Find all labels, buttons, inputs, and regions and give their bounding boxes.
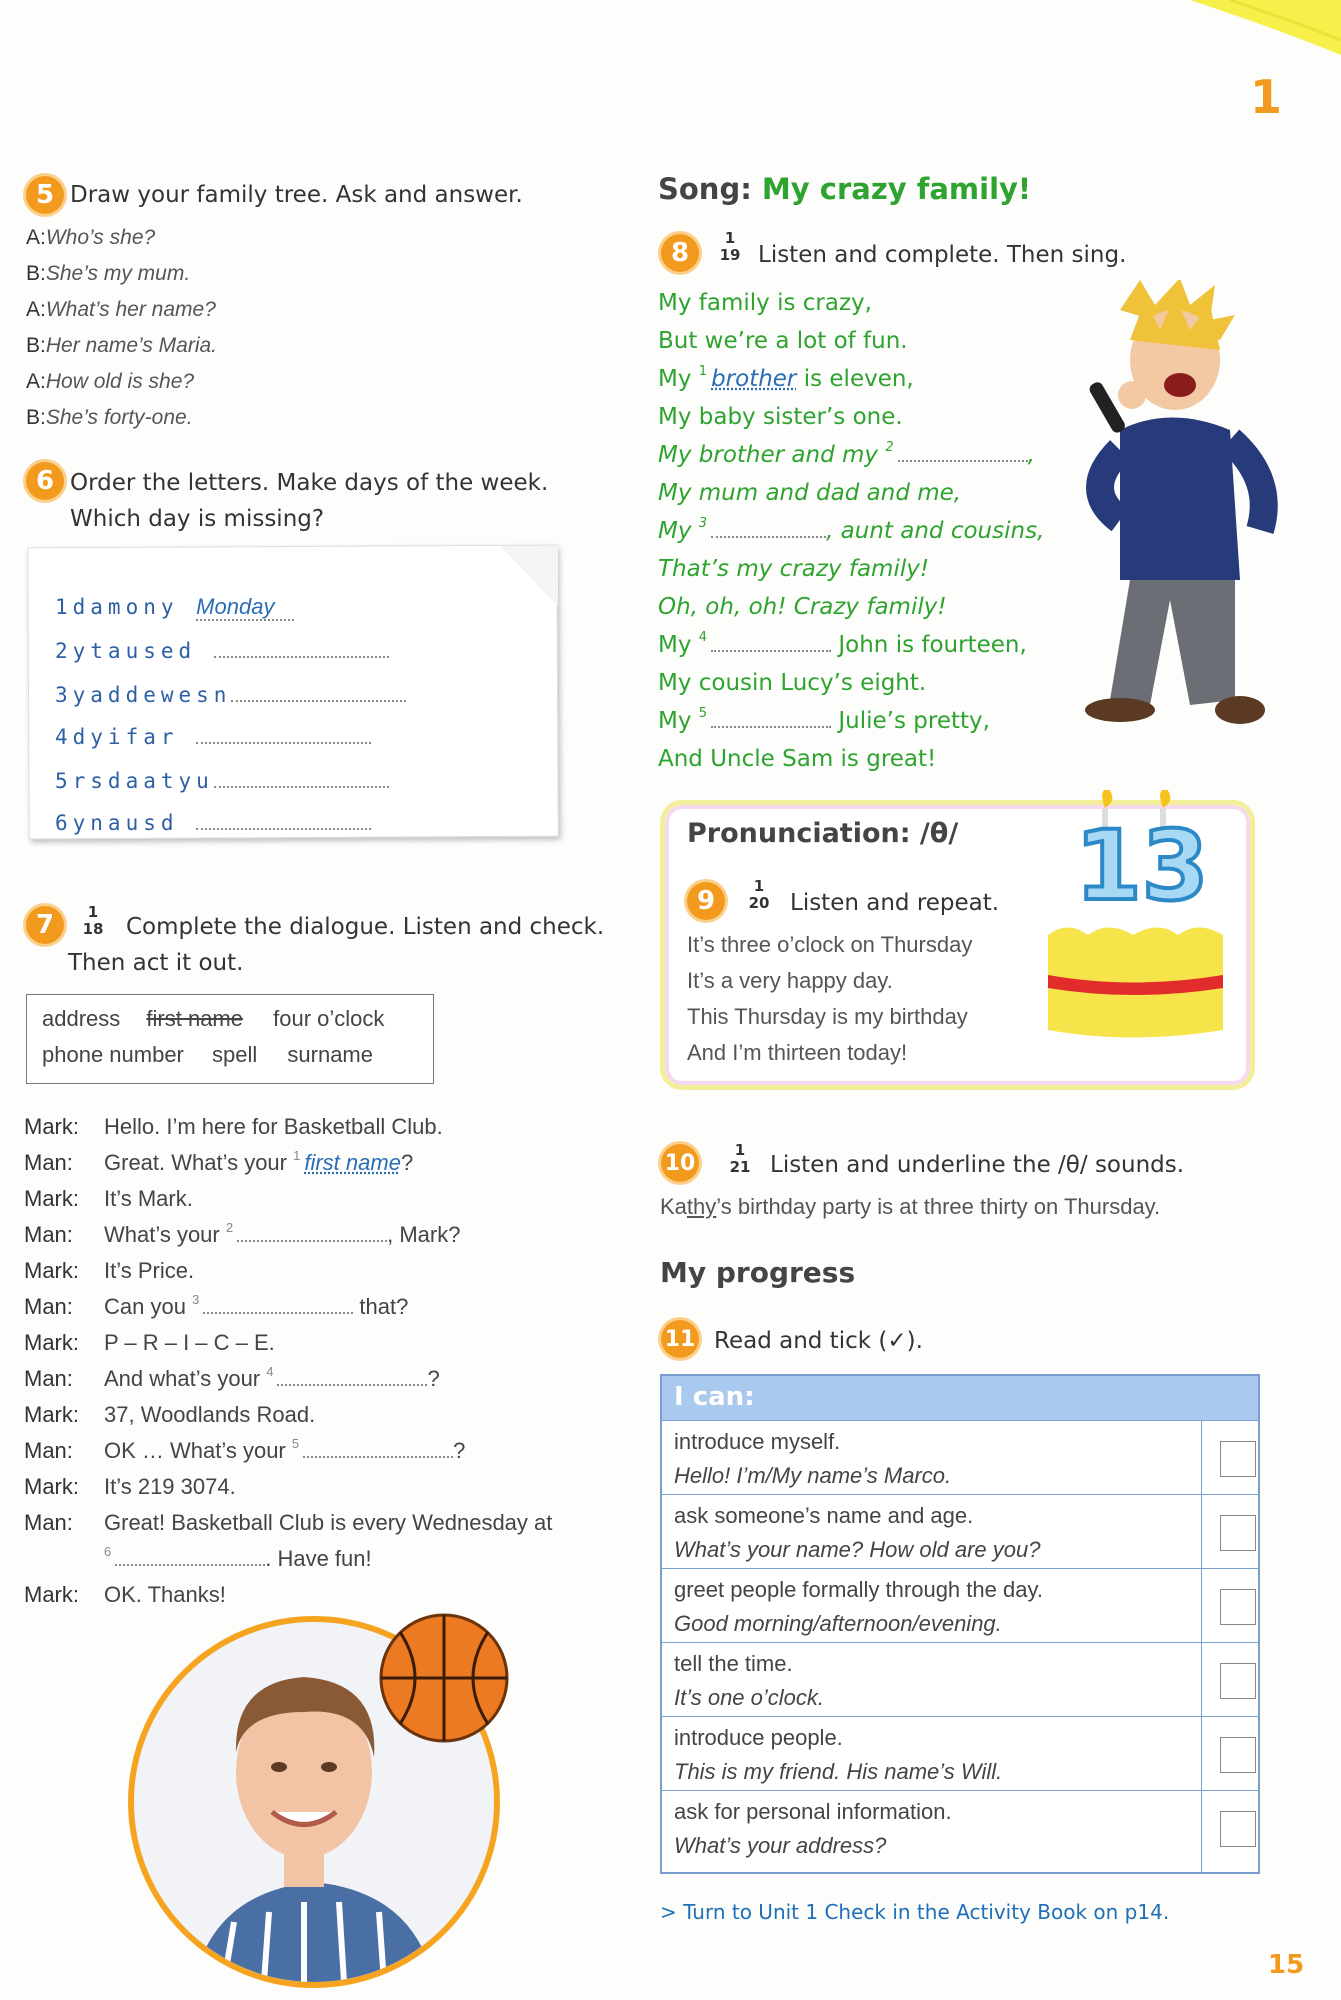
answer-blank[interactable]: first name — [304, 1150, 401, 1175]
speaker: A: — [26, 370, 46, 393]
answer-blank[interactable] — [214, 638, 389, 658]
exercise-8-number: 8 — [661, 234, 699, 272]
pronunciation-line: It’s three o’clock on Thursday — [687, 932, 973, 957]
lyric-text: Julie’s pretty, — [831, 708, 990, 734]
answer-blank[interactable] — [711, 518, 826, 538]
blank-number: 1 — [698, 364, 708, 379]
progress-row — [660, 1642, 1260, 1717]
underlined-sound: thy — [686, 1194, 717, 1219]
song-label: Song: — [658, 172, 752, 206]
blank-number: 4 — [266, 1364, 274, 1379]
blank-number: 2 — [225, 1220, 234, 1235]
line-text: Her name’s Maria. — [45, 334, 218, 357]
lyric-text: My — [658, 366, 699, 392]
line-text: What’s your — [104, 1222, 226, 1247]
line-text: What’s her name? — [45, 298, 216, 321]
lyric-text: , — [1027, 442, 1035, 468]
blank-number: 5 — [291, 1436, 300, 1451]
speaker: A: — [26, 298, 46, 321]
scrambled-letters: 1damony — [55, 595, 179, 619]
answer-blank[interactable] — [115, 1546, 265, 1566]
can-do-statement: introduce people. — [674, 1725, 843, 1750]
exercise-10-number: 10 — [661, 1144, 699, 1182]
page-number: 15 — [1268, 1950, 1305, 1980]
cd-number: 1 — [724, 229, 736, 247]
song-title: My crazy family! — [761, 172, 1032, 206]
lyric-line: Oh, oh, oh! Crazy family! — [658, 594, 947, 620]
scrambled-letters: 3yaddewesn — [55, 683, 232, 707]
activity-book-link[interactable]: > Turn to Unit 1 Check in the Activity Book on p14. — [660, 1900, 1170, 1924]
pronunciation-line: And I’m thirteen today! — [687, 1040, 908, 1065]
exercise-9-instruction: Listen and repeat. — [790, 890, 1000, 916]
speaker: B: — [26, 334, 46, 357]
example-phrase: This is my friend. His name’s Will. — [674, 1759, 1003, 1784]
lyric-line — [658, 366, 914, 392]
line-text: She’s my mum. — [45, 262, 191, 285]
exercise-9-number: 9 — [687, 882, 725, 920]
exercise-5-title: Draw your family tree. Ask and answer. — [70, 182, 523, 208]
speaker: B: — [26, 262, 46, 285]
line-text: How old is she? — [45, 370, 195, 393]
cd-track-icon — [716, 230, 744, 264]
line-end: ? — [427, 1366, 440, 1391]
speaker: Mark: — [24, 1114, 79, 1139]
scrambled-letters: 4dyifar — [55, 725, 179, 749]
tick-box[interactable] — [1220, 1811, 1256, 1847]
lyric-text: My brother and my — [658, 442, 886, 468]
can-do-statement: ask for personal information. — [674, 1799, 952, 1824]
answer-blank[interactable] — [711, 708, 831, 728]
answer-blank[interactable] — [898, 442, 1028, 462]
speaker: Mark: — [24, 1330, 79, 1355]
speaker: A: — [26, 226, 46, 249]
exercise-7-title: Complete the dialogue. Listen and check. — [126, 914, 605, 940]
answer-blank[interactable] — [231, 682, 406, 702]
answer-blank[interactable]: Monday — [196, 594, 294, 621]
lyric-line: My family is crazy, — [658, 290, 872, 316]
line-text: It’s Mark. — [104, 1186, 193, 1211]
sentence-part: ’s birthday party is at three thirty on Thursday. — [716, 1194, 1161, 1219]
word-box-row-1 — [42, 1006, 384, 1032]
line-text: And what’s your — [104, 1366, 267, 1391]
lyric-line — [658, 708, 990, 734]
answer-blank[interactable] — [196, 724, 371, 744]
lyric-text: is eleven, — [796, 366, 914, 392]
blank-number: 1 — [293, 1148, 301, 1163]
cd-track-icon — [726, 1142, 754, 1176]
answer-blank[interactable] — [196, 810, 371, 830]
lyric-text: My — [658, 632, 699, 658]
can-do-statement: tell the time. — [674, 1651, 793, 1676]
lyric-text: John is fourteen, — [831, 632, 1027, 658]
word-box-row-2 — [42, 1042, 373, 1068]
lyric-line — [658, 442, 1035, 468]
exercise-7-subtitle: Then act it out. — [68, 950, 244, 976]
cd-track-icon — [80, 904, 106, 938]
lyric-line: And Uncle Sam is great! — [658, 746, 937, 772]
track-number: 20 — [748, 894, 770, 912]
line-text: OK … What’s your — [104, 1438, 292, 1463]
exercise-6-title: Order the letters. Make days of the week. — [70, 470, 549, 496]
track-number: 19 — [719, 246, 741, 264]
line-end: , Mark? — [387, 1222, 461, 1247]
lyric-text: , aunt and cousins, — [826, 518, 1045, 544]
cd-number: 1 — [734, 1141, 746, 1159]
table-header — [662, 1376, 1258, 1420]
answer-blank[interactable] — [237, 1222, 387, 1242]
can-do-statement: introduce myself. — [674, 1429, 841, 1454]
line-text: Great! Basketball Club is every Wednesday at — [104, 1510, 553, 1535]
can-do-statement: greet people formally through the day. — [674, 1577, 1043, 1602]
answer-blank[interactable] — [277, 1366, 427, 1386]
example-phrase: What’s your address? — [674, 1833, 887, 1858]
progress-row — [660, 1716, 1260, 1791]
progress-row — [660, 1568, 1260, 1643]
blank-number: 5 — [698, 706, 708, 721]
answer-blank[interactable] — [203, 1294, 353, 1314]
blank-number: 3 — [192, 1292, 200, 1307]
blank-number: 6 — [104, 1544, 112, 1559]
exercise-5-number: 5 — [26, 176, 64, 214]
example-phrase: Good morning/afternoon/evening. — [674, 1611, 1002, 1636]
singing-boy-illustration — [1060, 280, 1300, 750]
lyric-text: My — [658, 518, 699, 544]
note-card-folded-corner — [500, 546, 558, 606]
answer-blank[interactable] — [711, 632, 831, 652]
song-heading — [658, 172, 1031, 206]
word-spell: spell — [212, 1042, 258, 1067]
blank-number: 3 — [698, 516, 708, 531]
scrambled-letters: 6ynausd — [55, 811, 179, 835]
answer-blank[interactable]: brother — [711, 366, 797, 392]
line-text: OK. Thanks! — [104, 1582, 226, 1607]
lyric-line: My baby sister’s one. — [658, 404, 903, 430]
speaker: Mark: — [24, 1474, 79, 1499]
speaker: Man: — [24, 1294, 73, 1319]
line-end: that? — [353, 1294, 409, 1319]
progress-title: My progress — [660, 1256, 856, 1289]
exercise-10-sentence — [660, 1194, 1160, 1220]
lyric-line: But we’re a lot of fun. — [658, 328, 908, 354]
example-phrase: Hello! I’m/My name’s Marco. — [674, 1463, 952, 1488]
answer-blank[interactable] — [303, 1438, 453, 1458]
exercise-6-subtitle: Which day is missing? — [70, 506, 325, 532]
line-text: It’s Price. — [104, 1258, 195, 1283]
cd-number: 1 — [87, 903, 99, 921]
blank-number: 2 — [885, 440, 894, 455]
line-text: Who’s she? — [45, 226, 156, 249]
speaker: Mark: — [24, 1186, 79, 1211]
line-end: ? — [453, 1438, 466, 1463]
exercise-11-number: 11 — [661, 1320, 699, 1358]
cd-number: 1 — [753, 877, 765, 895]
cake-number: 13 — [1075, 810, 1209, 922]
tick-box[interactable] — [1220, 1515, 1256, 1551]
speaker: Mark: — [24, 1258, 79, 1283]
word-first-name: first name — [146, 1006, 243, 1031]
speaker: Mark: — [24, 1402, 79, 1427]
lyric-line: My mum and dad and me, — [658, 480, 962, 506]
exercise-7-number: 7 — [26, 906, 64, 944]
exercise-11-instruction: Read and tick (✓). — [714, 1328, 923, 1354]
scrambled-letters: 2ytaused — [55, 639, 197, 663]
line-end: ? — [400, 1150, 414, 1175]
sentence-part: Ka — [660, 1194, 687, 1219]
example-phrase: It’s one o’clock. — [674, 1685, 825, 1710]
pronunciation-line: It’s a very happy day. — [687, 968, 893, 993]
tick-box[interactable] — [1220, 1737, 1256, 1773]
line-end: . Have fun! — [265, 1546, 372, 1571]
line-text: Hello. I’m here for Basketball Club. — [104, 1114, 443, 1139]
can-do-statement: ask someone’s name and age. — [674, 1503, 974, 1528]
tick-box[interactable] — [1220, 1441, 1256, 1477]
lyric-text: My — [658, 708, 699, 734]
speaker: Mark: — [24, 1582, 79, 1607]
progress-row — [660, 1494, 1260, 1569]
exercise-10-title: Listen and underline the /θ/ sounds. — [770, 1152, 1185, 1178]
track-number: 21 — [729, 1158, 751, 1176]
word-phone-number: phone number — [42, 1042, 184, 1067]
word-surname: surname — [287, 1042, 373, 1067]
progress-row — [660, 1420, 1260, 1495]
lyric-line: That’s my crazy family! — [658, 556, 930, 582]
line-text: It’s 219 3074. — [104, 1474, 236, 1499]
exercise-8-title: Listen and complete. Then sing. — [758, 242, 1127, 268]
speaker: Man: — [24, 1510, 73, 1535]
line-text: Great. What’s your — [104, 1150, 294, 1175]
unit-number: 1 — [1250, 70, 1283, 124]
tick-box[interactable] — [1220, 1663, 1256, 1699]
cd-track-icon — [745, 878, 773, 912]
basketball-icon — [378, 1612, 510, 1744]
exercise-6-number: 6 — [26, 462, 64, 500]
word-address: address — [42, 1006, 121, 1031]
progress-row — [660, 1790, 1260, 1873]
pronunciation-line: This Thursday is my birthday — [687, 1004, 968, 1029]
blank-number: 4 — [698, 630, 708, 645]
corner-decoration — [1190, 0, 1341, 60]
line-text: 37, Woodlands Road. — [104, 1402, 316, 1427]
speaker: Man: — [24, 1438, 73, 1463]
speaker: Man: — [24, 1366, 73, 1391]
answer-blank[interactable] — [214, 768, 389, 788]
lyric-line — [658, 632, 1027, 658]
line-text: Can you — [104, 1294, 193, 1319]
line-text: She’s forty-one. — [45, 406, 193, 429]
table-header-label: I can: — [674, 1382, 755, 1412]
lyric-line — [658, 518, 1044, 544]
speaker: B: — [26, 406, 46, 429]
example-phrase: What’s your name? How old are you? — [674, 1537, 1041, 1562]
scrambled-letters: 5rsdaatyu — [55, 769, 214, 793]
tick-box[interactable] — [1220, 1589, 1256, 1625]
lyric-line: My cousin Lucy’s eight. — [658, 670, 927, 696]
line-text: P – R – I – C – E. — [104, 1330, 275, 1355]
speaker: Man: — [24, 1222, 73, 1247]
word-four-oclock: four o’clock — [273, 1006, 385, 1031]
pronunciation-title: Pronunciation: /θ/ — [687, 818, 959, 849]
track-number: 18 — [82, 920, 104, 938]
speaker: Man: — [24, 1150, 73, 1175]
